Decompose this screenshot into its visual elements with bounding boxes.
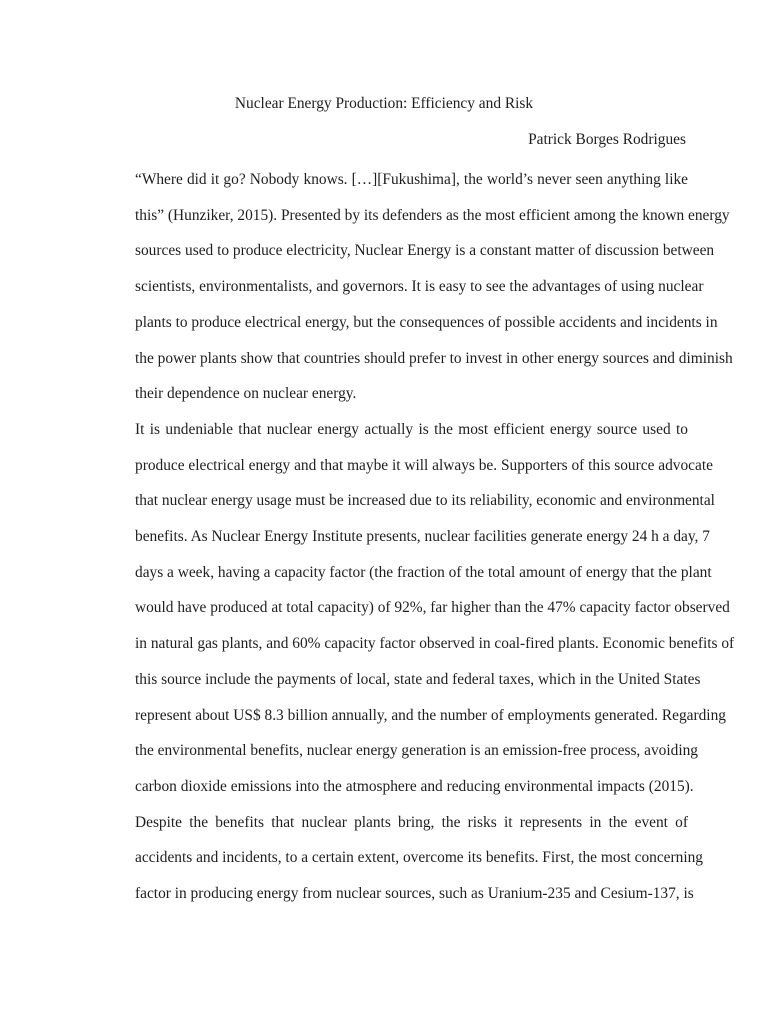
document-author: Patrick Borges Rodrigues <box>528 131 686 148</box>
paragraph-line: plants to produce electrical energy, but the consequences of possible accidents and incidents in <box>135 313 718 331</box>
paragraph-line: would have produced at total capacity) of 92%, far higher than the 47% capacity factor observed <box>135 599 730 617</box>
paragraph-line: accidents and incidents, to a certain extent, overcome its benefits. First, the most concerning <box>135 849 703 867</box>
paragraph-line: carbon dioxide emissions into the atmosphere and reducing environmental impacts (2015). <box>135 777 694 795</box>
document-body <box>88 162 735 912</box>
paragraph-line: scientists, environmentalists, and governors. It is easy to see the advantages of using nuclear <box>135 278 704 296</box>
body-paragraph <box>88 412 735 805</box>
paragraph-line: It is undeniable that nuclear energy actually is the most efficient energy source used to <box>135 420 688 438</box>
paragraph-line: “Where did it go? Nobody knows. […][Fukushima], the world’s never seen anything like <box>135 171 688 188</box>
paragraph-line: days a week, having a capacity factor (the fraction of the total amount of energy that the plant <box>135 563 712 581</box>
body-paragraph <box>88 162 733 412</box>
paragraph-line: produce electrical energy and that maybe it will always be. Supporters of this source advocate <box>135 456 713 474</box>
paragraph-line: the power plants show that countries should prefer to invest in other energy sources and diminish <box>135 349 733 367</box>
paragraph-line: this” (Hunziker, 2015). Presented by its defenders as the most efficient among the known energy <box>135 206 730 224</box>
paragraph-line: sources used to produce electricity, Nuclear Energy is a constant matter of discussion between <box>135 242 715 260</box>
paragraph-line: the environmental benefits, nuclear energy generation is an emission-free process, avoiding <box>135 742 698 760</box>
paragraph-line: represent about US$ 8.3 billion annually, and the number of employments generated. Regarding <box>135 706 726 724</box>
paragraph-line: this source include the payments of local, state and federal taxes, which in the United States <box>135 670 701 688</box>
body-paragraph <box>88 805 703 912</box>
document-title: Nuclear Energy Production: Efficiency and Risk <box>234 95 534 112</box>
paragraph-line: that nuclear energy usage must be increased due to its reliability, economic and environmental <box>135 492 715 510</box>
paragraph-line: factor in producing energy from nuclear sources, such as Uranium-235 and Cesium-137, is <box>135 885 694 903</box>
paragraph-line: in natural gas plants, and 60% capacity factor observed in coal-fired plants. Economic benefits of <box>135 635 735 653</box>
paragraph-line: their dependence on nuclear energy. <box>135 385 357 403</box>
paragraph-line: Despite the benefits that nuclear plants bring, the risks it represents in the event of <box>135 813 688 831</box>
paragraph-line: benefits. As Nuclear Energy Institute presents, nuclear facilities generate energy 24 h a day, 7 <box>135 528 710 546</box>
